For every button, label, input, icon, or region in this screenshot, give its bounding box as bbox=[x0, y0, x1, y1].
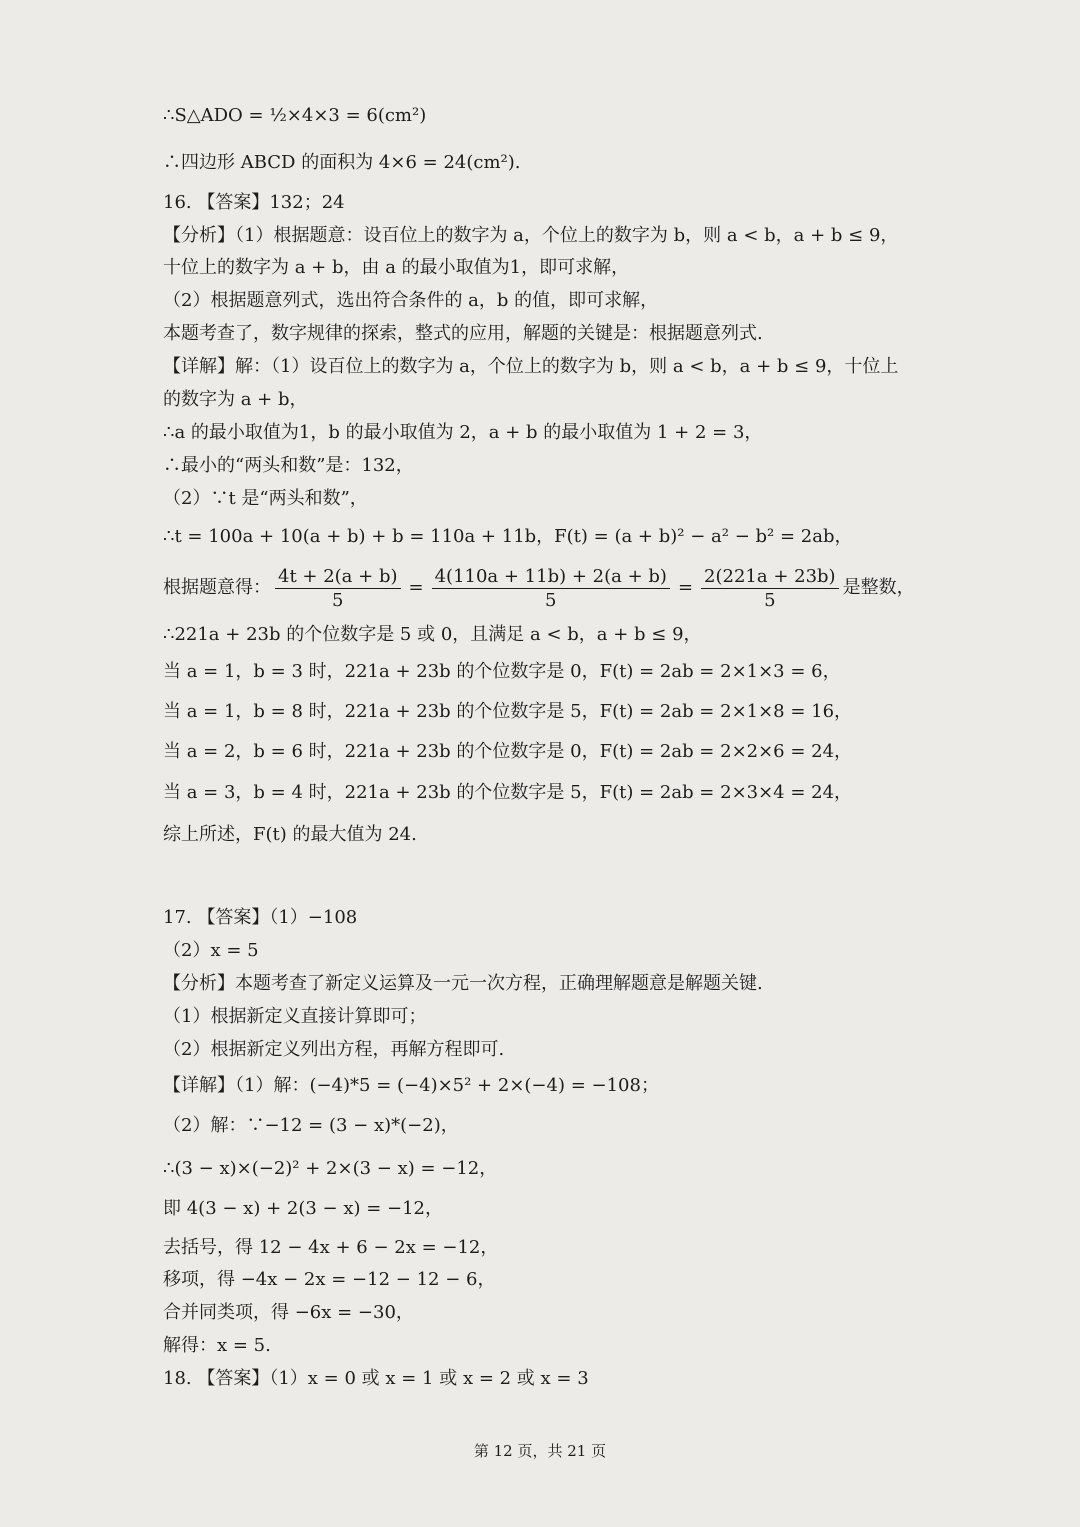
text-line: 综上所述，F(t) 的最大值为 24. bbox=[163, 824, 417, 845]
fraction-2 bbox=[432, 566, 670, 611]
text-line: 本题考查了，数字规律的探索，整式的应用，解题的关键是：根据题意列式. bbox=[163, 323, 763, 344]
fraction-prefix: 根据题意得： bbox=[163, 577, 271, 598]
fraction-suffix: 是整数， bbox=[842, 577, 915, 598]
text-line: 当 a = 1，b = 8 时，221a + 23b 的个位数字是 5，F(t) = 2ab = 2×1×8 = 16， bbox=[163, 701, 853, 722]
text-line: （1）根据新定义直接计算即可； bbox=[163, 1006, 427, 1027]
text-line: 去括号，得 12 − 4x + 6 − 2x = −12， bbox=[163, 1237, 499, 1258]
fraction-1 bbox=[275, 566, 401, 611]
text-line: ∴a 的最小取值为1，b 的最小取值为 2，a + b 的最小取值为 1 + 2 = 3， bbox=[163, 422, 763, 443]
equals-sign: = bbox=[408, 577, 424, 598]
fraction-3 bbox=[701, 566, 839, 611]
fraction-numerator: 4t + 2(a + b) bbox=[275, 566, 401, 589]
text-line: 十位上的数字为 a + b，由 a 的最小取值为1，即可求解， bbox=[163, 257, 630, 278]
text-line: ∴(3 − x)×(−2)² + 2×(3 − x) = −12， bbox=[163, 1158, 498, 1179]
text-line: 的数字为 a + b， bbox=[163, 389, 308, 410]
text-line: （2）∵t 是“两头和数”， bbox=[163, 488, 368, 509]
text-line: ∴四边形 ABCD 的面积为 4×6 = 24(cm²). bbox=[163, 152, 521, 173]
fraction-numerator: 2(221a + 23b) bbox=[701, 566, 839, 589]
text-line: （2）根据题意列式，选出符合条件的 a，b 的值，即可求解， bbox=[163, 290, 659, 311]
fraction-numerator: 4(110a + 11b) + 2(a + b) bbox=[432, 566, 670, 589]
text-line: ∴t = 100a + 10(a + b) + b = 110a + 11b，F(t) = (a + b)² − a² − b² = 2ab， bbox=[163, 526, 853, 547]
text-line: 【分析】本题考查了新定义运算及一元一次方程，正确理解题意是解题关键. bbox=[163, 973, 763, 994]
fraction-equation bbox=[163, 560, 915, 616]
text-line: 解得：x = 5. bbox=[163, 1335, 271, 1356]
text-line: 合并同类项，得 −6x = −30， bbox=[163, 1302, 414, 1323]
page-footer: 第 12 页，共 21 页 bbox=[473, 1442, 607, 1460]
text-line: （2）x = 5 bbox=[163, 940, 259, 961]
answer-heading: 17. 【答案】（1）−108 bbox=[163, 907, 358, 928]
fraction-denominator: 5 bbox=[764, 589, 776, 611]
text-line: （2）解：∵−12 = (3 − x)*(−2)， bbox=[163, 1115, 459, 1136]
fraction-denominator: 5 bbox=[332, 589, 344, 611]
text-line: ∴最小的“两头和数”是：132， bbox=[163, 455, 414, 476]
text-line: 当 a = 1，b = 3 时，221a + 23b 的个位数字是 0，F(t) = 2ab = 2×1×3 = 6， bbox=[163, 661, 841, 682]
text-line: （2）根据新定义列出方程，再解方程即可. bbox=[163, 1039, 505, 1060]
text-line: 【详解】（1）解：(−4)*5 = (−4)×5² + 2×(−4) = −108； bbox=[163, 1075, 659, 1096]
answer-heading: 18. 【答案】（1）x = 0 或 x = 1 或 x = 2 或 x = 3 bbox=[163, 1368, 589, 1389]
text-line: 即 4(3 − x) + 2(3 − x) = −12， bbox=[163, 1198, 444, 1219]
text-line: 当 a = 2，b = 6 时，221a + 23b 的个位数字是 0，F(t) = 2ab = 2×2×6 = 24， bbox=[163, 741, 853, 762]
equals-sign: = bbox=[677, 577, 694, 598]
text-line: ∴S△ADO = ½×4×3 = 6(cm²) bbox=[163, 105, 427, 126]
text-line: 【分析】（1）根据题意：设百位上的数字为 a，个位上的数字为 b，则 a < b，a + b ≤ 9， bbox=[163, 225, 899, 246]
answer-heading: 16. 【答案】132；24 bbox=[163, 192, 345, 213]
text-line: 当 a = 3，b = 4 时，221a + 23b 的个位数字是 5，F(t) = 2ab = 2×3×4 = 24， bbox=[163, 782, 853, 803]
text-line: 移项，得 −4x − 2x = −12 − 12 − 6， bbox=[163, 1269, 496, 1290]
text-line: ∴221a + 23b 的个位数字是 5 或 0，且满足 a < b，a + b ≤ 9， bbox=[163, 624, 702, 645]
text-line: 【详解】解：（1）设百位上的数字为 a，个位上的数字为 b，则 a < b，a + b ≤ 9，十位上 bbox=[163, 356, 899, 377]
fraction-denominator: 5 bbox=[545, 589, 557, 611]
